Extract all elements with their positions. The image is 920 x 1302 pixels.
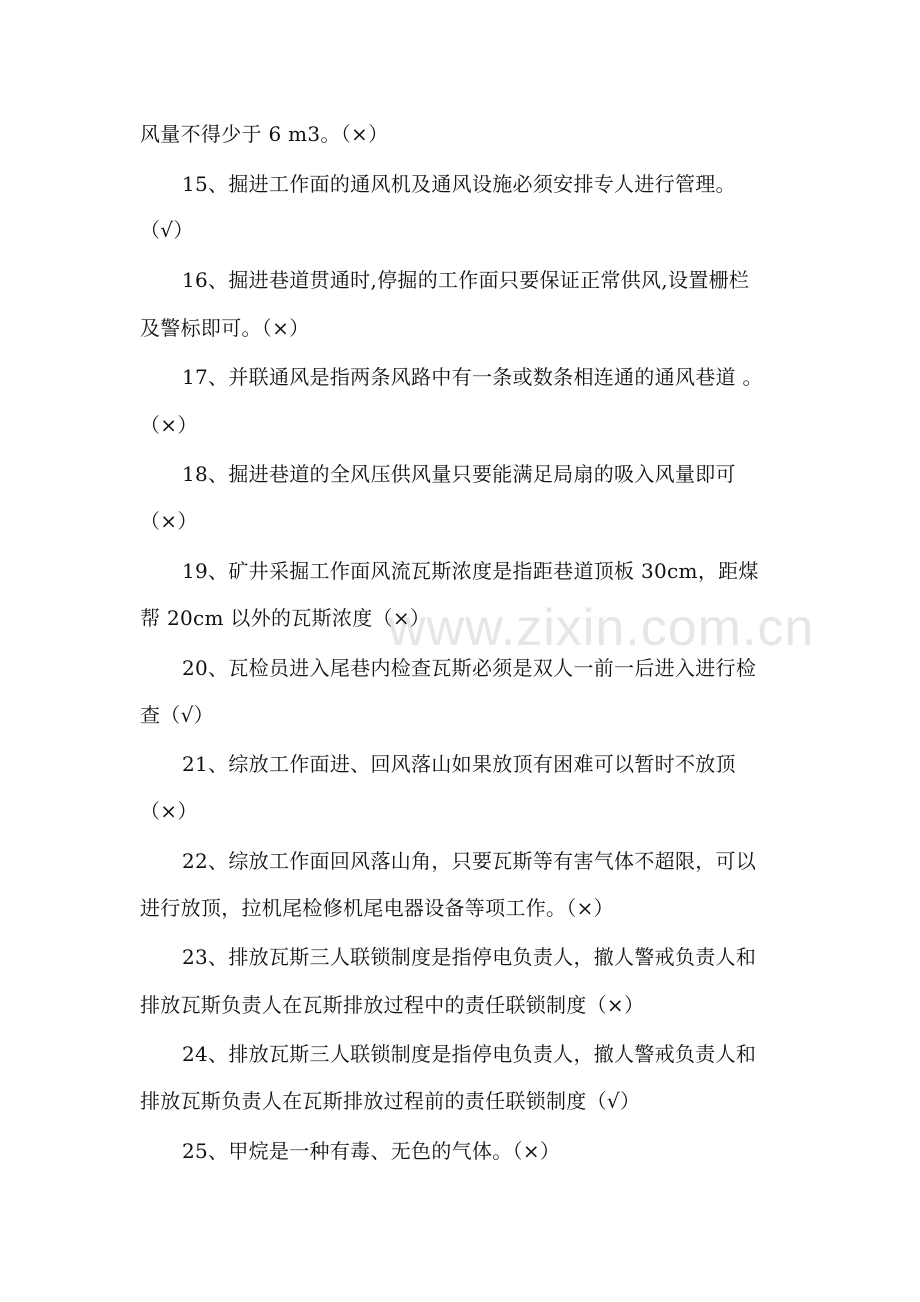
question-24: 24、排放瓦斯三人联锁制度是指停电负责人，撤人警戒负责人和 [182, 1042, 757, 1066]
text-line: （×） [140, 799, 198, 823]
text-line: 帮 20cm 以外的瓦斯浓度（×） [140, 606, 431, 630]
question-17: 17、并联通风是指两条风路中有一条或数条相连通的通风巷道 。 [182, 365, 763, 389]
text-line: 排放瓦斯负责人在瓦斯排放过程中的责任联锁制度（×） [140, 993, 645, 1017]
text-line: 进行放顶，拉机尾检修机尾电器设备等项工作。（×） [140, 896, 614, 920]
text-line: 风量不得少于 6 m3。（×） [140, 122, 389, 146]
text-line: （√） [140, 218, 194, 242]
question-21: 21、综放工作面进、回风落山如果放顶有困难可以暂时不放顶 [182, 752, 736, 776]
question-22: 22、综放工作面回风落山角，只要瓦斯等有害气体不超限，可以 [182, 849, 757, 873]
text-line: （×） [140, 509, 198, 533]
question-19: 19、矿井采掘工作面风流瓦斯浓度是指距巷道顶板 30cm，距煤 [182, 559, 759, 583]
question-20: 20、瓦检员进入尾巷内检查瓦斯必须是双人一前一后进入进行检 [182, 656, 757, 680]
question-15: 15、掘进工作面的通风机及通风设施必须安排专人进行管理。 [182, 172, 736, 196]
question-25: 25、甲烷是一种有毒、无色的气体。（×） [182, 1139, 561, 1163]
text-line: （×） [140, 413, 198, 437]
text-line: 排放瓦斯负责人在瓦斯排放过程前的责任联锁制度（√） [140, 1089, 641, 1113]
text-line: 及警标即可。（×） [140, 316, 310, 340]
watermark: www.zixin.com.cn [388, 599, 815, 657]
text-line: 查（√） [140, 703, 214, 727]
question-16: 16、掘进巷道贯通时,停掘的工作面只要保证正常供风,设置栅栏 [182, 268, 750, 292]
question-18: 18、掘进巷道的全风压供风量只要能满足局扇的吸入风量即可 [182, 462, 736, 486]
question-23: 23、排放瓦斯三人联锁制度是指停电负责人，撤人警戒负责人和 [182, 945, 757, 969]
